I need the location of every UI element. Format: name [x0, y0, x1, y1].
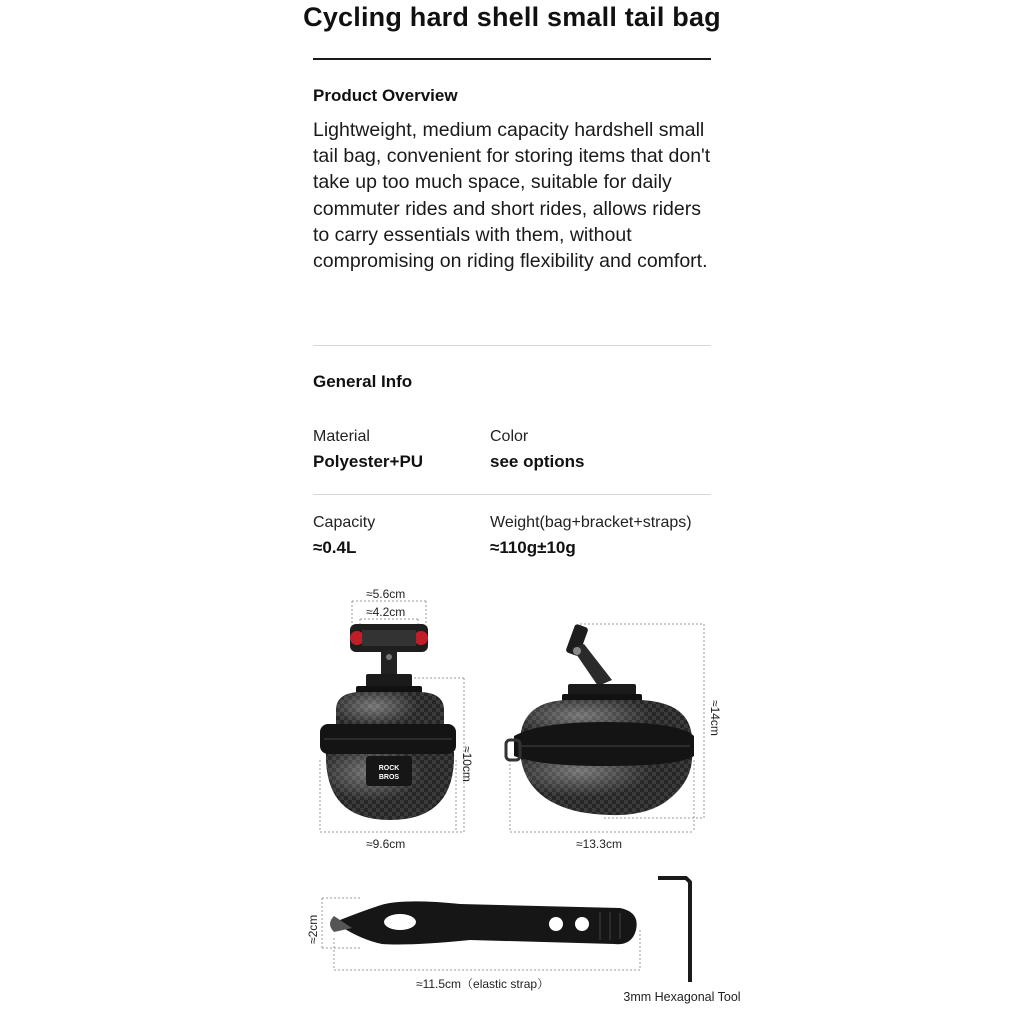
strap-length-label: ≈11.5cm（elastic strap） [416, 977, 550, 991]
overview-heading: Product Overview [313, 86, 458, 105]
capacity-value: ≈0.4L [313, 538, 357, 557]
material-value: Polyester+PU [313, 452, 424, 471]
bracket-inner-width-label: ≈4.2cm [366, 605, 406, 619]
front-view-bag [320, 601, 464, 832]
side-view-bag [506, 624, 704, 832]
front-height-label: ≈10cm [460, 746, 474, 782]
weight-value: ≈110g±10g [490, 538, 576, 557]
weight-label: Weight(bag+bracket+straps) [490, 514, 692, 531]
material-label: Material [313, 428, 370, 445]
front-width-label: ≈9.6cm [366, 837, 406, 851]
strap-height-label: ≈2cm [306, 914, 320, 944]
hexagonal-tool [658, 878, 690, 982]
bracket-outer-width-label: ≈5.6cm [366, 587, 406, 601]
elastic-strap [322, 898, 640, 970]
color-label: Color [490, 428, 529, 445]
hex-tool-label: 3mm Hexagonal Tool [623, 990, 741, 1004]
page-title: Cycling hard shell small tail bag [303, 2, 721, 32]
side-length-label: ≈13.3cm [576, 837, 622, 851]
brand-logo-line1: ROCK [378, 765, 400, 772]
general-info-heading: General Info [313, 372, 413, 391]
color-value: see options [490, 452, 585, 471]
overview-text: Lightweight, medium capacity hardshell small tail bag, convenient for storing items that don't take up too much space, suitable for daily commuter rides and short rides, allows riders to carry essentials with them, without compromising on riding flexibility and comfort. [313, 119, 711, 273]
brand-logo-line2: BROS [378, 774, 400, 781]
side-height-label: ≈14cm [708, 700, 722, 736]
capacity-label: Capacity [313, 514, 376, 531]
